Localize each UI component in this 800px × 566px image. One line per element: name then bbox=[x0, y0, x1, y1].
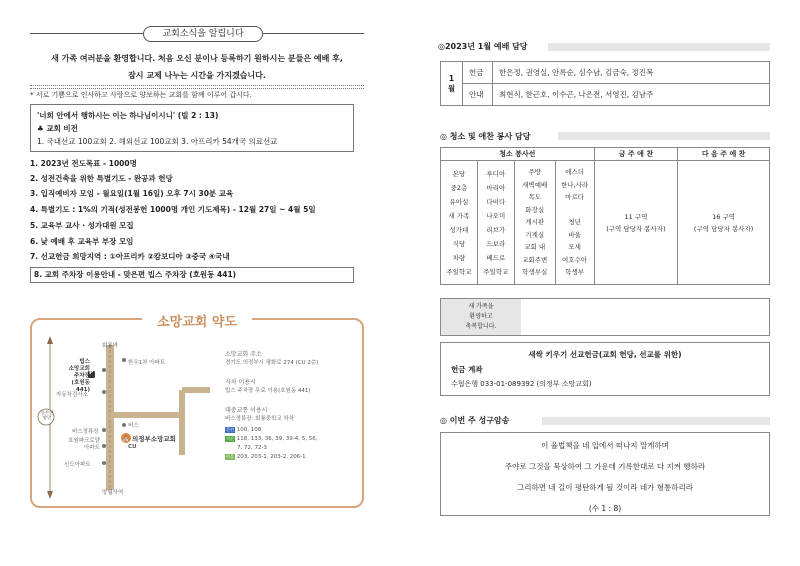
duty-item: 에스더 bbox=[565, 168, 585, 177]
news-item-6: 6. 낮 예배 후 교육부 부장 모임 bbox=[30, 237, 134, 246]
map-label-bus: 버스 bbox=[128, 423, 139, 429]
map-label-road: 동두천 방면 bbox=[40, 411, 54, 421]
duty-item: 마르다 bbox=[565, 193, 585, 202]
prayer-note: * 서로 기쁨으로 인사하고 사랑으로 양보하는 교회를 함께 이루어 갑시다. bbox=[30, 91, 252, 99]
duty-item: 중2층 bbox=[450, 183, 468, 192]
duty-item: 다비다 bbox=[486, 197, 506, 206]
duty-item: 식당 bbox=[452, 239, 466, 248]
map-label-apt1: 한우1차 아파트 bbox=[128, 360, 166, 366]
duty-item: 바울 bbox=[568, 230, 581, 239]
map-label-apt2: 호원파크로얄 아파트 bbox=[68, 438, 100, 451]
duty-item: 기계실 bbox=[525, 230, 545, 239]
map-marker bbox=[102, 390, 106, 394]
map-marker bbox=[122, 358, 126, 362]
map-church-name: 의정부소망교회 bbox=[132, 435, 176, 443]
duty-item: 화장실 bbox=[525, 205, 545, 214]
offering-account: 수협은행 033-01-089392 (의정부 소망교회) bbox=[451, 380, 592, 388]
duty-item: 주방 bbox=[528, 168, 541, 177]
parking-notice: 8. 교회 주차장 이용안내 - 맞은편 빕스 주차장 (호원동 441) bbox=[30, 267, 354, 283]
verse-text: '너희 안에서 행하시는 이는 하나님이시니' (빌 2 : 13) bbox=[37, 111, 219, 120]
welcome-text bbox=[30, 50, 364, 84]
duty-item: 주일학교 bbox=[483, 267, 509, 276]
verse-title: ◎ 이번 주 성구암송 bbox=[440, 416, 510, 425]
vision-title: ♣ 교회 비전 bbox=[37, 124, 78, 133]
offering-sub: 헌금 계좌 bbox=[451, 365, 483, 374]
role-cell: 안내 bbox=[463, 84, 493, 106]
map-marker bbox=[102, 428, 106, 432]
jan-duty-table bbox=[440, 61, 770, 106]
map-marker bbox=[122, 423, 126, 427]
news-title: 교회소식을 알립니다 bbox=[143, 26, 263, 42]
duty-item: 교회 내 bbox=[524, 243, 546, 252]
header-cell: 다 음 주 애 찬 bbox=[678, 148, 770, 161]
verse-box bbox=[440, 432, 770, 516]
news-item-5: 5. 교육부 교사 · 성가대원 모집 bbox=[30, 221, 134, 230]
jan-month: 1월 bbox=[441, 62, 463, 106]
duty-column bbox=[477, 161, 514, 285]
duty-item: 나오미 bbox=[486, 211, 506, 220]
news-item-3: 3. 입직예비자 모임 - 월요일(1월 16일) 오후 7시 30분 교육 bbox=[30, 189, 234, 198]
title-bar bbox=[548, 43, 770, 51]
duty-item: 한나,사라 bbox=[561, 180, 589, 189]
verse-line: 이 율법책을 네 입에서 떠나지 말게하며 bbox=[541, 441, 669, 450]
duty-item: 학생부실 bbox=[522, 268, 548, 277]
duty-item: 학생부 bbox=[565, 268, 585, 277]
duty-item: 청년 bbox=[568, 218, 581, 227]
role-cell: 헌금 bbox=[463, 62, 493, 84]
header-cell: 금 주 애 찬 bbox=[594, 148, 678, 161]
next-week-cell: 16 구역 (구역 담당자 봉사자) bbox=[678, 161, 770, 285]
duty-item: 모세 bbox=[568, 243, 581, 252]
map-marker bbox=[102, 461, 106, 465]
news-item-1: 1. 2023년 전도목표 - 1000명 bbox=[30, 159, 137, 168]
map-label-cu: CU bbox=[128, 444, 137, 450]
map-label-office: 자동차검사소 bbox=[56, 392, 88, 398]
welcome-line-1: 새 가족 여러분을 환영합니다. 처음 오신 분이나 등록하기 원하시는 분들은 예배 후, bbox=[51, 54, 343, 63]
duty-item: 마리아 bbox=[486, 183, 506, 192]
map-title: 소망교회 약도 bbox=[142, 311, 252, 329]
duty-item: 루디아 bbox=[486, 169, 506, 178]
map-parking-label: 빕스 소망교회 주차장 (호원동 441) bbox=[68, 359, 90, 393]
names-cell: 한은정, 권영실, 안록순, 심수남, 김금숙, 정진복 bbox=[493, 62, 770, 84]
p-sign: P bbox=[89, 369, 94, 376]
duty-item bbox=[556, 204, 594, 217]
title-bar bbox=[542, 417, 770, 425]
duty-item: 드보라 bbox=[486, 239, 506, 248]
clean-duty-table bbox=[440, 147, 770, 285]
duty-item: 주일학교 bbox=[446, 267, 472, 276]
map-label-south: 망월사역 bbox=[102, 490, 124, 496]
svg-text:⛪: ⛪ bbox=[122, 435, 130, 442]
duty-item: 유아실 bbox=[449, 197, 469, 206]
clean-title: ◎ 청소 및 애찬 봉사 담당 bbox=[440, 132, 531, 141]
this-week-cell: 11 구역 (구역 담당자 봉사자) bbox=[594, 161, 678, 285]
newfamily-label: 새 가족을 환영하고 축복합니다. bbox=[441, 299, 521, 335]
duty-item: 성가대 bbox=[449, 225, 469, 234]
verse-line: 그리하면 네 길이 평탄하게 될 것이라 네가 형통하리라 bbox=[516, 483, 694, 492]
vision-items: 1. 국내선교 100교회 2. 해외선교 100교회 3. 아프리카 54개국 의료선교 bbox=[37, 137, 278, 146]
duty-column bbox=[514, 161, 555, 285]
header-cell: 청소 봉사선 bbox=[441, 148, 595, 161]
divider bbox=[30, 85, 364, 89]
duty-item: 베드로 bbox=[486, 253, 506, 262]
duty-item: 본당 bbox=[452, 169, 466, 178]
bus-badge: 마을 bbox=[226, 454, 234, 459]
duty-item: 목도 bbox=[528, 193, 541, 202]
map-label-north: 회룡역 bbox=[102, 343, 118, 349]
map-label-apt3: 신도아파트 bbox=[64, 462, 91, 468]
map-info: 소망교회 주소 경기도 의정부시 평화로 274 (CU 2층) 자차 이용시 빕스 주차장 무료 이용(호원동 441) 대중교통 이용시 버스정류장: 회룡중학교 하차 간선 100, 108 지선 118, 133, 36, 39, 39-4, 5, 56, 7, 72, 72-3 마을 203, 203-1, 203-2, 206-1 bbox=[225, 351, 319, 460]
verse-line: (수 1 : 8) bbox=[588, 504, 622, 513]
verse-box bbox=[30, 104, 354, 152]
news-item-2: 2. 성전건축을 위한 특별기도 - 완공과 헌당 bbox=[30, 174, 173, 183]
duty-item: 교회주변 bbox=[522, 255, 548, 264]
news-item-4: 4. 특별기도 : 1%의 기적(성전봉헌 1000명 개인 기도제목) - 12월 27일 ~ 4월 5일 bbox=[30, 205, 316, 214]
map-marker bbox=[102, 368, 106, 372]
duty-item: 여호수아 bbox=[562, 255, 588, 264]
duty-item: 차량 bbox=[452, 253, 466, 262]
news-item-7: 7. 선교헌금 희망지역 : ①아프리카 ②캄보디아 ③중국 ④국내 bbox=[30, 252, 230, 261]
duty-item: 리브가 bbox=[486, 225, 506, 234]
welcome-line-2: 잠시 교제 나누는 시간을 가지겠습니다. bbox=[128, 71, 266, 80]
duty-item: 새 가족 bbox=[448, 211, 470, 220]
map-label-busstop: 버스정류장 bbox=[72, 429, 99, 435]
bus-badge: 지선 bbox=[226, 436, 234, 441]
title-bar bbox=[558, 132, 770, 140]
bus-badge: 간선 bbox=[226, 427, 234, 432]
offering-title: 새싹 키우기 선교헌금(교회 헌당, 선교를 위한) bbox=[528, 350, 682, 359]
duty-column bbox=[441, 161, 478, 285]
names-cell: 최현식, 한근호, 이수곤, 나은전, 서영진, 김남주 bbox=[493, 84, 770, 106]
verse-line: 주야로 그것을 묵상하여 그 가운데 기록한대로 다 지켜 행하라 bbox=[504, 462, 706, 471]
duty-column bbox=[555, 161, 594, 285]
duty-item: 새벽예배 bbox=[522, 180, 548, 189]
map-marker bbox=[102, 444, 106, 448]
duty-item: 게시판 bbox=[525, 218, 545, 227]
jan-title: ◎2023년 1월 예배 담당 bbox=[438, 42, 528, 51]
